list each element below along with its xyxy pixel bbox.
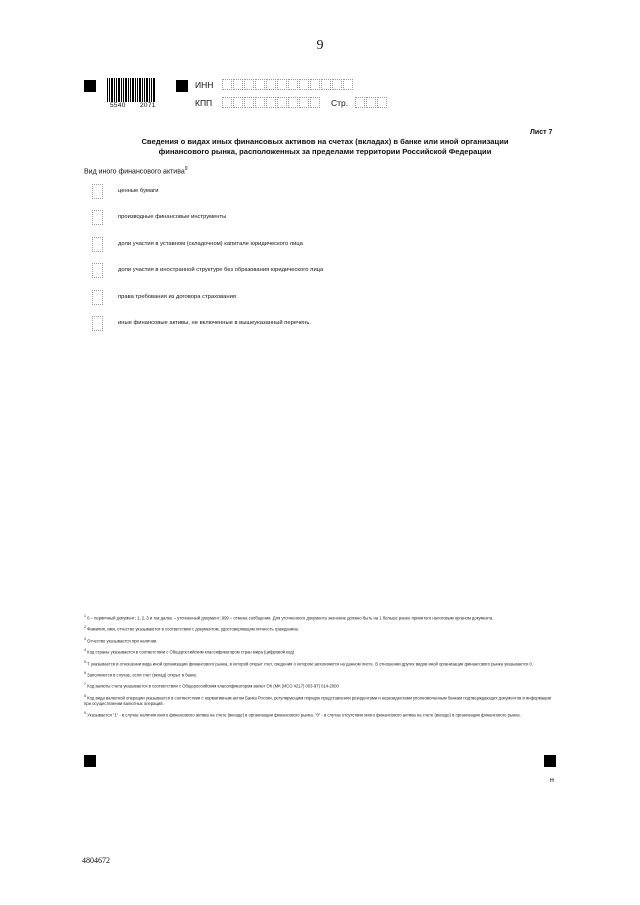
option-checkbox-capital-shares[interactable] <box>92 237 103 252</box>
option-label-other-assets: иные финансовые активы, не включенные в вышеуказанный перечень. <box>118 320 311 326</box>
option-checkbox-derivatives[interactable] <box>92 210 103 225</box>
option-checkbox-other-assets[interactable] <box>92 316 103 331</box>
page-label: Стр. <box>331 98 349 108</box>
footnote: $^4$ Код страны указывается в соответствии с Общероссийским классификатором стран мира (цифровой код) <box>84 648 295 655</box>
option-checkbox-foreign-structure[interactable] <box>92 263 103 278</box>
footnote: $^7$ Код валюты счета указывается в соответствии с Общероссийским классификатором валют ОК (МК (ИСО 4217) 003-97) 014-2000 <box>84 682 339 689</box>
option-label-capital-shares: доли участия в уставном (складочном) капитале юридического лица <box>118 241 303 247</box>
corner-marker-top-mid <box>176 80 188 92</box>
footnote: $^2$ Фамилия, имя, отчество указываются в соответствии с документом, удостоверяющим личность гражданина. <box>84 625 300 632</box>
tick-mark: н <box>550 777 554 784</box>
option-label-insurance-claims: права требования из договора страхования <box>118 294 236 300</box>
footnote: $^6$ Заполняется в случае, если счет (вклад) открыт в банке. <box>84 670 198 678</box>
option-checkbox-securities[interactable] <box>92 184 103 199</box>
sheet-label: Лист 7 <box>530 129 553 136</box>
option-label-foreign-structure: доли участия в иностранной структуре без образования юридического лица <box>118 267 324 273</box>
footnote: $^5$ Т указывается в отношении вида иной организации финансового рынка, в которой открыт счет, сведения о котором заполняются на данном листе. В отношении других видов иной организации финансового рынка указывается 0. <box>84 659 534 666</box>
option-label-securities: ценные бумаги <box>118 188 159 194</box>
document-code: 4804672 <box>82 856 110 865</box>
footnotes <box>84 613 556 722</box>
footnote: $^3$ Отчество указывается при наличии. <box>84 636 158 644</box>
corner-marker-top-left <box>84 80 96 92</box>
asset-type-footnote-ref: 9 <box>184 166 188 172</box>
asset-type-label <box>84 166 188 175</box>
kpp-field[interactable] <box>222 97 321 108</box>
barcode-number-right: 2071 <box>140 102 156 109</box>
inn-field[interactable] <box>222 79 354 90</box>
option-checkbox-insurance-claims[interactable] <box>92 290 103 305</box>
corner-marker-bottom-left <box>84 755 96 767</box>
footnote: $^9$ Указывается "1" - в случае наличия иного финансового актива на счете (вкладе) в организации финансового рынка. "0" - в случае отсутствия иного финансового актива на счете (вкладе) в организации финансового рынка. <box>84 711 521 718</box>
page-number: 9 <box>316 38 324 53</box>
corner-marker-bottom-right <box>544 755 556 767</box>
footnote: $^1$ 0 – первичный документ; 1, 2, 3 и так далее – уточненный документ; 999 – отмена сообщения. Для уточненного документа значение должно быть на 1 больше ранее принятого налоговым органом документа. <box>84 614 494 621</box>
inn-label: ИНН <box>195 80 214 90</box>
page-field[interactable] <box>355 97 388 108</box>
barcode-icon <box>107 78 155 102</box>
asset-type-label-text: Вид иного финансового актива <box>84 168 185 176</box>
footnote: $^8$ Код вида валютной операции указывается в соответствии с нормативным актом Банка России, регулирующим порядок представления резидентами и нерезидентами уполномоченным банкам подтверждающих документов и информации при осуществлении валютных операций. <box>84 693 551 707</box>
kpp-label: КПП <box>195 98 213 108</box>
barcode-number-left: 5540 <box>110 102 126 109</box>
option-label-derivatives: производные финансовые инструменты <box>118 214 227 220</box>
form-title-line2: финансового рынка, расположенных за пределами территории Российской Федерации <box>158 147 492 156</box>
form-title <box>95 137 555 157</box>
form-title-line1: Сведения о видах иных финансовых активов на счетах (вкладах) в банке или иной организации <box>141 137 509 146</box>
